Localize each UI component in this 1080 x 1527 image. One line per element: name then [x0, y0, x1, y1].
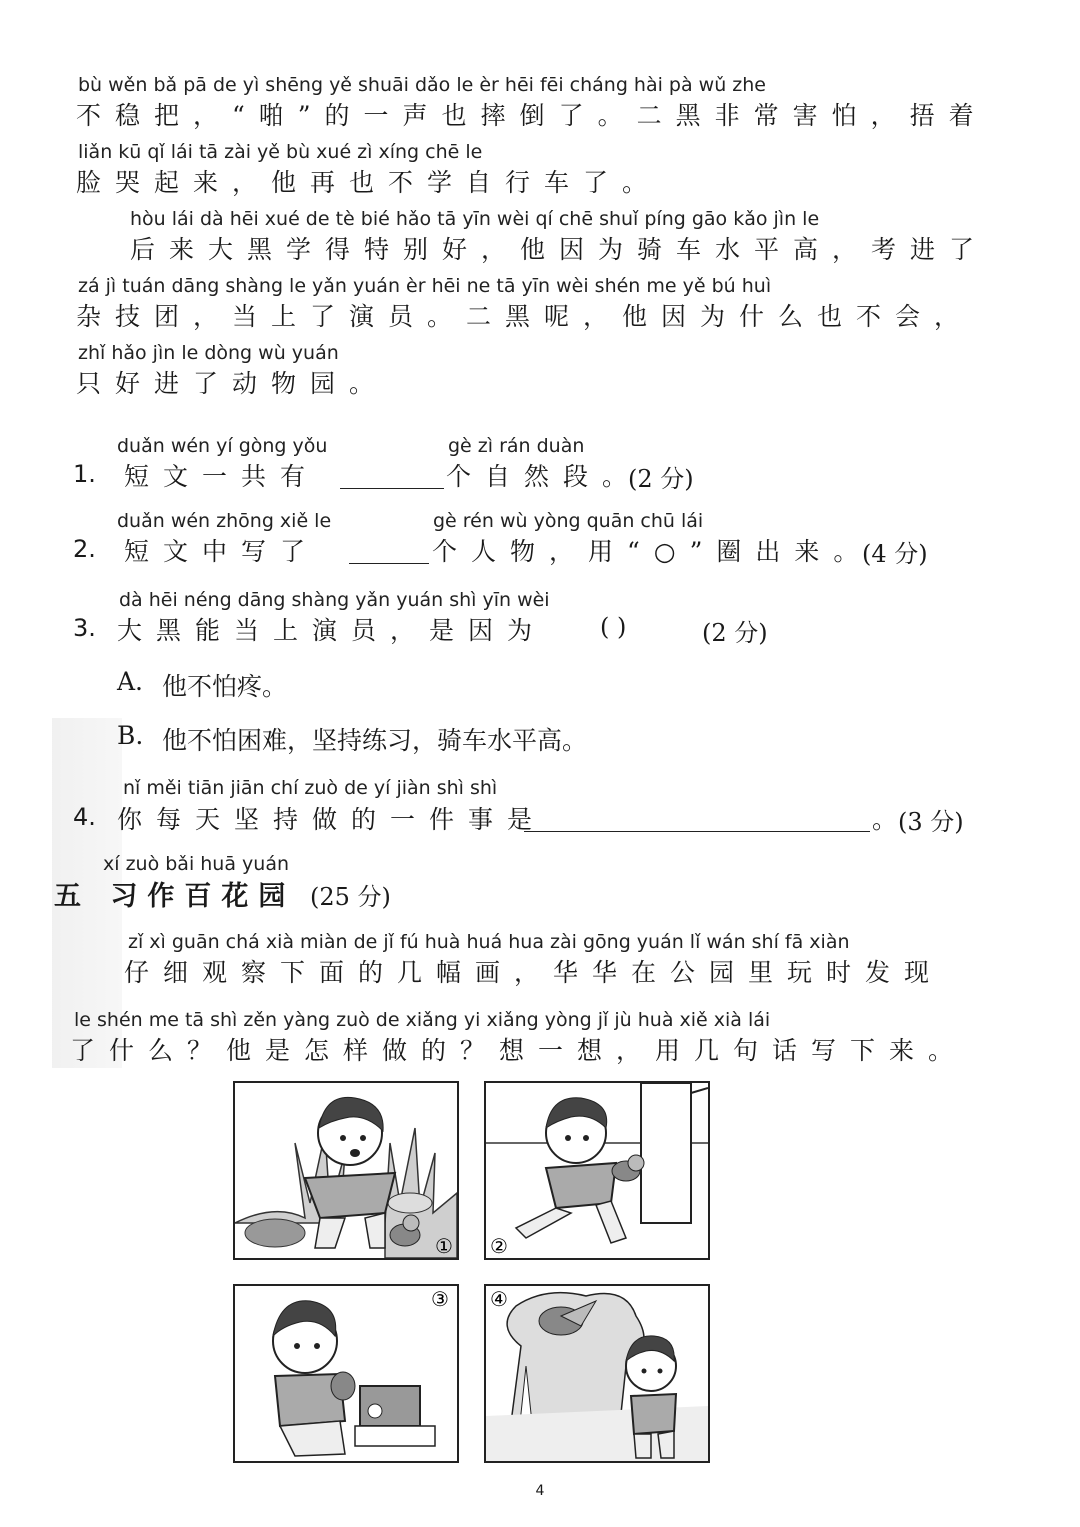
option-label: A. [117, 667, 144, 696]
pinyin: duǎn wén zhōng xiě le [117, 510, 332, 532]
hanzi: 杂技团，当上了演员。二黑呢，他因为什么也不会， [76, 302, 974, 331]
score-label: (2 分) [702, 619, 768, 647]
picture-panel-2 [484, 1081, 710, 1260]
question-number: 4. [73, 803, 96, 831]
hanzi: 脸哭起来，他再也不学自行车了。 [76, 168, 662, 197]
pinyin: zá jì tuán dāng shàng le yǎn yuán èr hēi ne tā yīn wèi shén me yě bú huì [78, 275, 772, 297]
question-text: 个人物，用“○”圈出来。 [432, 537, 873, 566]
question-text: 个自然段。 [446, 462, 642, 491]
score-label: (25 分) [310, 883, 391, 911]
hanzi: 只好进了动物园。 [76, 369, 389, 398]
score-label: (3 分) [898, 808, 964, 836]
answer-blank[interactable] [340, 488, 444, 489]
pinyin: bù wěn bǎ pā de yì shēng yě shuāi dǎo le èr hēi fēi cháng hài pà wǔ zhe [78, 74, 766, 96]
picture-panel-3 [233, 1284, 459, 1463]
pinyin: hòu lái dà hēi xué de tè bié hǎo tā yīn wèi qí chē shuǐ píng gāo kǎo jìn le [130, 208, 820, 230]
question-text: 短文中写了 [124, 537, 320, 566]
question-number: 3. [73, 614, 96, 642]
picture-panel-1 [233, 1081, 459, 1260]
boy-frees-bird-illustration [486, 1286, 708, 1461]
pinyin: le shén me tā shì zěn yàng zuò de xiǎng yi xiǎng yòng jǐ jù huà xiě xià lái [74, 1009, 771, 1031]
hanzi: 仔细观察下面的几幅画，华华在公园里玩时发现 [124, 958, 944, 987]
hanzi: 不稳把，“啪”的一声也摔倒了。二黑非常害怕，捂着 [76, 101, 988, 130]
hanzi: 了什么？他是怎样做的？想一想，用几句话写下来。 [70, 1036, 968, 1065]
panel-number: ① [435, 1234, 453, 1258]
pinyin: zǐ xì guān chá xià miàn de jǐ fú huà huá hua zài gōng yuán lǐ wán shí fā xiàn [128, 931, 850, 953]
panel-number: ③ [431, 1287, 449, 1311]
pinyin: gè rén wù yòng quān chū lái [433, 510, 704, 532]
pinyin: duǎn wén yí gòng yǒu [117, 435, 328, 457]
option-text: 他不怕疼。 [162, 672, 288, 701]
question-number: 2. [73, 535, 96, 563]
pinyin: zhǐ hǎo jìn le dòng wù yuán [78, 342, 339, 364]
boy-finds-bird-illustration [235, 1083, 457, 1258]
pinyin: gè zì rán duàn [448, 435, 585, 457]
question-text: 短文一共有 [124, 462, 320, 491]
option-text: 他不怕困难，坚持练习，骑车水平高。 [162, 726, 588, 755]
score-label: (2 分) [628, 465, 694, 493]
section-title: 五 习作百花园 [54, 881, 296, 912]
answer-blank[interactable] [524, 831, 870, 832]
hanzi: 后来大黑学得特别好，他因为骑车水平高，考进了 [130, 235, 989, 264]
pinyin: dà hēi néng dāng shàng yǎn yuán shì yīn wèi [119, 589, 550, 611]
question-text: 大黑能当上演员，是因为 [117, 616, 547, 645]
boy-runs-with-bird-illustration [486, 1083, 708, 1258]
score-label: (4 分) [862, 540, 928, 568]
question-number: 1. [73, 460, 96, 488]
pinyin: liǎn kū qǐ lái tā zài yě bù xué zì xíng chē le [78, 141, 483, 163]
page-number: 4 [535, 1483, 545, 1499]
pinyin: nǐ měi tiān jiān chí zuò de yí jiàn shì shì [123, 777, 498, 799]
period: 。 [872, 805, 912, 834]
picture-panel-4 [484, 1284, 710, 1463]
answer-blank[interactable] [349, 563, 429, 564]
answer-paren[interactable]: ( ) [600, 613, 627, 641]
option-label: B. [117, 721, 144, 750]
boy-treats-bird-illustration [235, 1286, 457, 1461]
panel-number: ② [490, 1234, 508, 1258]
question-text: 你每天坚持做的一件事是 [117, 805, 547, 834]
pinyin: xí zuò bǎi huā yuán [103, 853, 290, 875]
panel-number: ④ [490, 1287, 508, 1311]
